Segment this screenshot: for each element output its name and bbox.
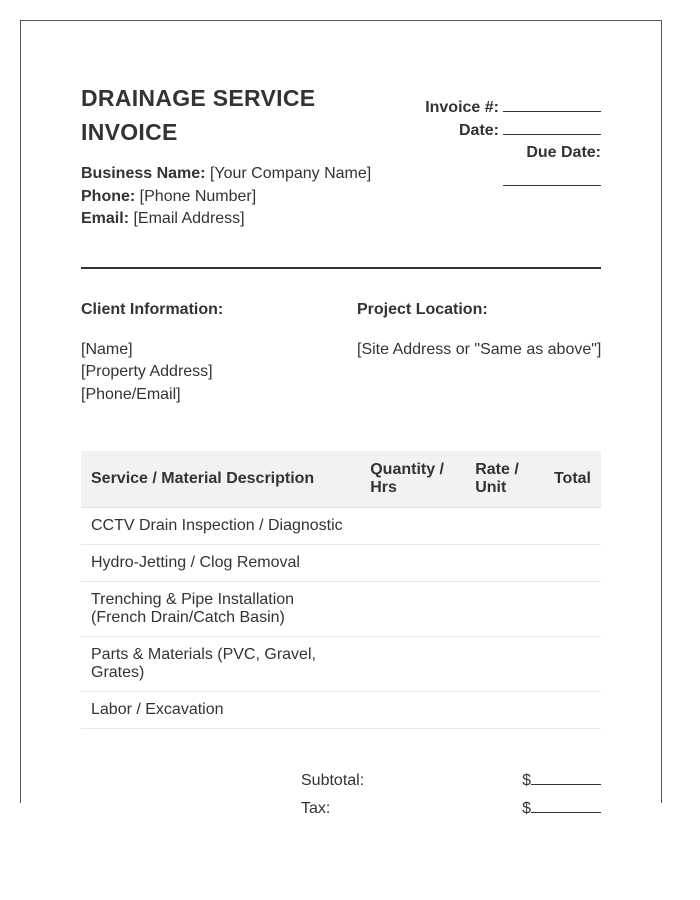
header-divider	[81, 267, 601, 269]
row-description: Trenching & Pipe Installation (French Drain/Catch Basin)	[81, 582, 360, 637]
row-total[interactable]	[544, 545, 601, 582]
business-email-value: [Email Address]	[133, 210, 245, 227]
table-row	[81, 545, 601, 582]
due-date-field-row	[361, 165, 601, 194]
row-quantity[interactable]	[360, 637, 465, 692]
invoice-number-field[interactable]	[503, 97, 601, 112]
project-site: [Site Address or "Same as above"]	[357, 340, 602, 358]
tax-row	[301, 795, 601, 823]
business-phone-value: [Phone Number]	[139, 187, 257, 205]
title-line-1: DRAINAGE SERVICE	[81, 85, 316, 111]
tax-line	[531, 796, 601, 813]
row-total[interactable]	[544, 508, 601, 545]
row-description: CCTV Drain Inspection / Diagnostic	[81, 508, 360, 545]
due-date-row	[361, 142, 601, 165]
business-name-row	[81, 163, 371, 186]
client-contact: [Phone/Email]	[81, 385, 181, 403]
business-info	[81, 163, 371, 231]
date-row	[361, 120, 601, 143]
row-total[interactable]	[544, 582, 601, 637]
table-row	[81, 692, 601, 729]
subtotal-currency: $	[522, 772, 531, 789]
invoice-page	[20, 20, 662, 817]
project-heading: Project Location:	[357, 301, 488, 318]
invoice-meta	[361, 97, 601, 193]
client-info	[81, 299, 341, 406]
subtotal-row	[301, 767, 601, 795]
row-description: Parts & Materials (PVC, Gravel, Grates)	[81, 637, 360, 692]
date-label: Date:	[458, 121, 499, 139]
line-items-table	[81, 451, 601, 729]
title-line-2: INVOICE	[81, 119, 178, 145]
tax-currency: $	[522, 800, 531, 817]
row-rate[interactable]	[465, 582, 544, 637]
header-quantity: Quantity / Hrs	[360, 451, 465, 508]
business-name-value: [Your Company Name]	[209, 165, 372, 182]
header-description: Service / Material Description	[81, 451, 360, 508]
client-heading: Client Information:	[81, 301, 224, 318]
invoice-title	[81, 81, 361, 149]
business-email-label: Email:	[81, 210, 130, 227]
date-field[interactable]	[503, 120, 601, 135]
subtotal-line	[531, 768, 601, 785]
invoice-number-label: Invoice #:	[425, 99, 499, 116]
table-header-row	[81, 451, 601, 508]
business-email-row	[81, 208, 371, 231]
row-rate[interactable]	[465, 692, 544, 729]
subtotal-value[interactable]	[522, 767, 601, 795]
business-name-label: Business Name:	[81, 165, 206, 182]
invoice-number-row	[361, 97, 601, 120]
row-rate[interactable]	[465, 637, 544, 692]
tax-value[interactable]	[522, 795, 601, 823]
client-address: [Property Address]	[81, 363, 213, 380]
row-total[interactable]	[544, 692, 601, 729]
business-phone-label: Phone:	[81, 187, 136, 205]
row-quantity[interactable]	[360, 692, 465, 729]
table-row	[81, 508, 601, 545]
table-row	[81, 582, 601, 637]
row-rate[interactable]	[465, 508, 544, 545]
business-phone-row	[81, 186, 371, 209]
row-quantity[interactable]	[360, 508, 465, 545]
row-rate[interactable]	[465, 545, 544, 582]
row-quantity[interactable]	[360, 545, 465, 582]
project-location	[357, 299, 617, 361]
totals-summary	[301, 767, 601, 823]
client-name: [Name]	[81, 340, 133, 358]
due-date-field[interactable]	[503, 171, 601, 186]
row-total[interactable]	[544, 637, 601, 692]
row-description: Hydro-Jetting / Clog Removal	[81, 545, 360, 582]
tax-label: Tax:	[301, 800, 331, 817]
due-date-label: Due Date:	[526, 144, 601, 161]
table-row	[81, 637, 601, 692]
subtotal-label: Subtotal:	[301, 772, 365, 789]
row-quantity[interactable]	[360, 582, 465, 637]
header-rate: Rate / Unit	[465, 451, 544, 508]
header-total: Total	[544, 451, 601, 508]
row-description: Labor / Excavation	[81, 692, 360, 729]
